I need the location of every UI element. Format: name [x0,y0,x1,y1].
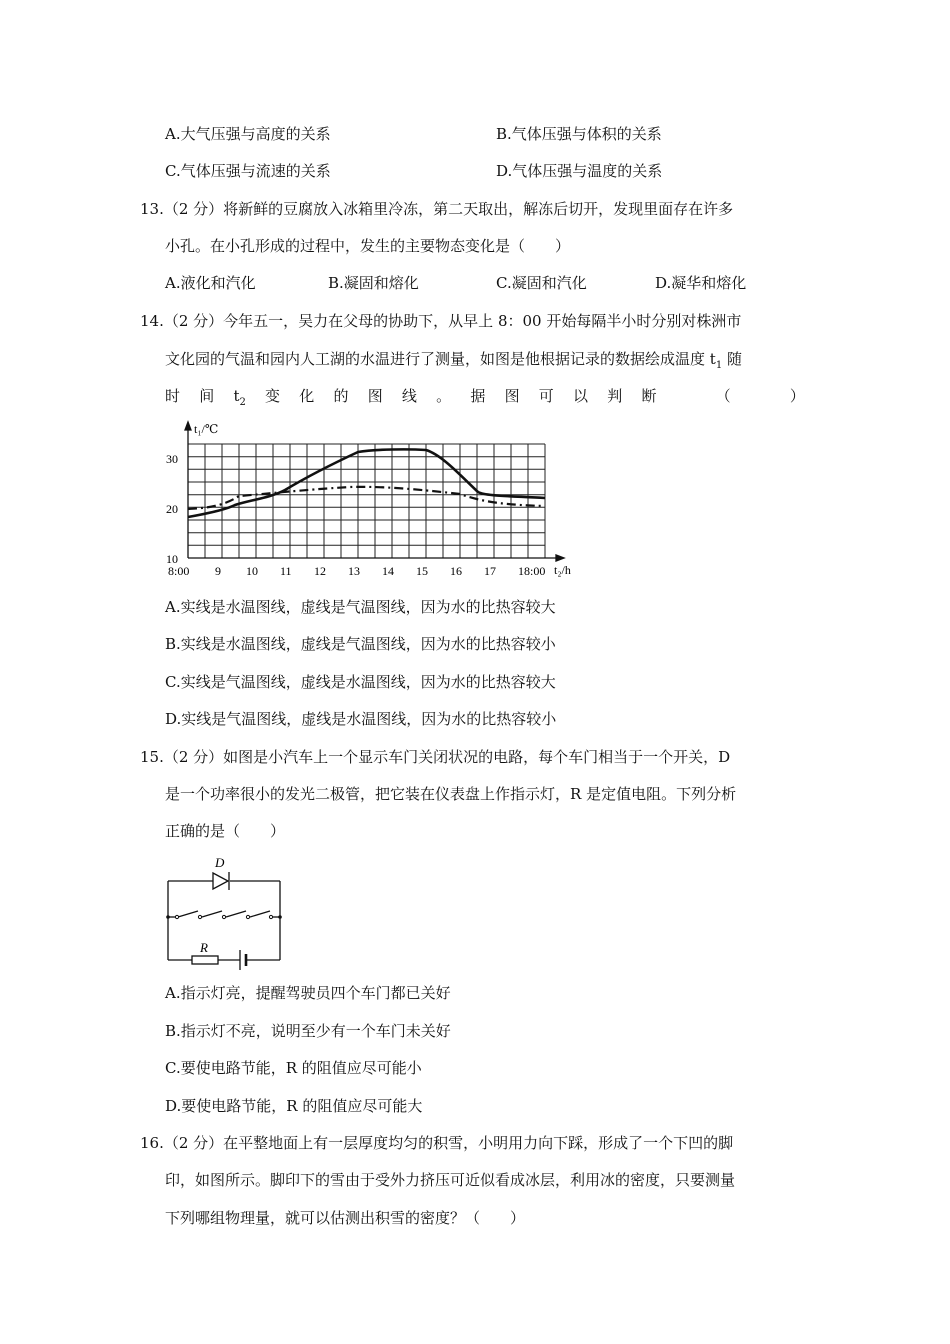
x-tick-18: 18:00 [518,564,546,578]
x-tick-17: 17 [484,564,496,578]
q15-option-b: B.指示灯不亮，说明至少有一个车门未关好 [165,1022,451,1040]
q14-line-1: 14.（2 分）今年五一，吴力在父母的协助下，从早上 8：00 开始每隔半小时分别对株洲市 [140,312,742,330]
y-tick-30: 30 [166,452,178,466]
x-axis-label: t₂/h [554,563,571,577]
q15-circuit-diagram [160,854,290,970]
q14-line-2: 文化园的气温和园内人工湖的水温进行了测量，如图是他根据记录的数据绘成温度 $t_1$ 随 [165,350,742,371]
q16-line-1: 16.（2 分）在平整地面上有一层厚度均匀的积雪，小明用力向下踩，形成了一个下凹的脚 [140,1134,734,1152]
x-tick-8: 8:00 [168,564,190,578]
q14-option-b: B.实线是水温图线，虚线是气温图线，因为水的比热容较小 [165,635,556,653]
q13-line-1: 13.（2 分）将新鲜的豆腐放入冰箱里冷冻，第二天取出，解冻后切开，发现里面存在许多 [140,200,734,218]
x-tick-10: 10 [246,564,258,578]
diode-symbol [213,872,229,890]
x-tick-13: 13 [348,564,360,578]
q12-option-d: D.气体压强与温度的关系 [496,162,663,180]
q12-option-c: C.气体压强与流速的关系 [165,162,331,180]
x-tick-12: 12 [314,564,326,578]
q12-option-a: A.大气压强与高度的关系 [165,125,331,143]
y-tick-10: 10 [166,552,178,566]
q15-option-a: A.指示灯亮，提醒驾驶员四个车门都已关好 [165,984,451,1002]
q15-number: 15. [140,748,164,766]
q16-number: 16. [140,1134,164,1152]
resistor-symbol [192,956,218,964]
q14-score: （2 分） [163,312,224,330]
q15-line-1: 15.（2 分）如图是小汽车上一个显示车门关闭状况的电路，每个车门相当于一个开关，D [140,748,731,766]
q15-line-2: 是一个功率很小的发光二极管，把它装在仪表盘上作指示灯，R 是定值电阻。下列分析 [165,785,737,803]
q13-option-c: C.凝固和汽化 [496,274,587,292]
q15-score: （2 分） [163,748,224,766]
q16-line-3: 下列哪组物理量，就可以估测出积雪的密度？（ ） [165,1209,526,1227]
dashed-curve [188,487,545,509]
x-tick-14: 14 [382,564,394,578]
resistor-label: R [200,940,208,955]
x-tick-16: 16 [450,564,462,578]
x-tick-15: 15 [416,564,428,578]
y-tick-20: 20 [166,502,178,516]
q14-option-c: C.实线是气温图线，虚线是水温图线，因为水的比热容较大 [165,673,556,691]
q13-option-d: D.凝华和熔化 [655,274,747,292]
q14-temperature-chart [160,420,580,582]
battery-symbol [240,950,246,970]
q14-option-a: A.实线是水温图线，虚线是气温图线，因为水的比热容较大 [165,598,556,616]
q14-option-d: D.实线是气温图线，虚线是水温图线，因为水的比热容较小 [165,710,557,728]
x-tick-9: 9 [215,564,221,578]
q15-line-3: 正确的是（ ） [165,822,286,840]
q16-score: （2 分） [163,1134,224,1152]
q13-line-2: 小孔。在小孔形成的过程中，发生的主要物态变化是（ ） [165,237,571,255]
y-axis-label: t₁/℃ [194,422,219,436]
x-tick-11: 11 [280,564,292,578]
x-ticks [168,564,545,578]
q14-line-3: 时 间 $t_2$ 变 化 的 图 线 。 据 图 可 以 判 断 （ ） [165,387,805,408]
q12-option-b: B.气体压强与体积的关系 [496,125,662,143]
q13-score: （2 分） [163,200,224,218]
q14-number: 14. [140,312,164,330]
q13-option-a: A.液化和汽化 [165,274,256,292]
diode-label: D [215,855,225,870]
q15-option-c: C.要使电路节能，R 的阻值应尽可能小 [165,1059,422,1077]
q13-number: 13. [140,200,164,218]
q16-line-2: 印，如图所示。脚印下的雪由于受外力挤压可近似看成冰层，利用冰的密度，只要测量 [165,1171,736,1189]
q13-option-b: B.凝固和熔化 [328,274,419,292]
q15-option-d: D.要使电路节能，R 的阻值应尽可能大 [165,1097,423,1115]
